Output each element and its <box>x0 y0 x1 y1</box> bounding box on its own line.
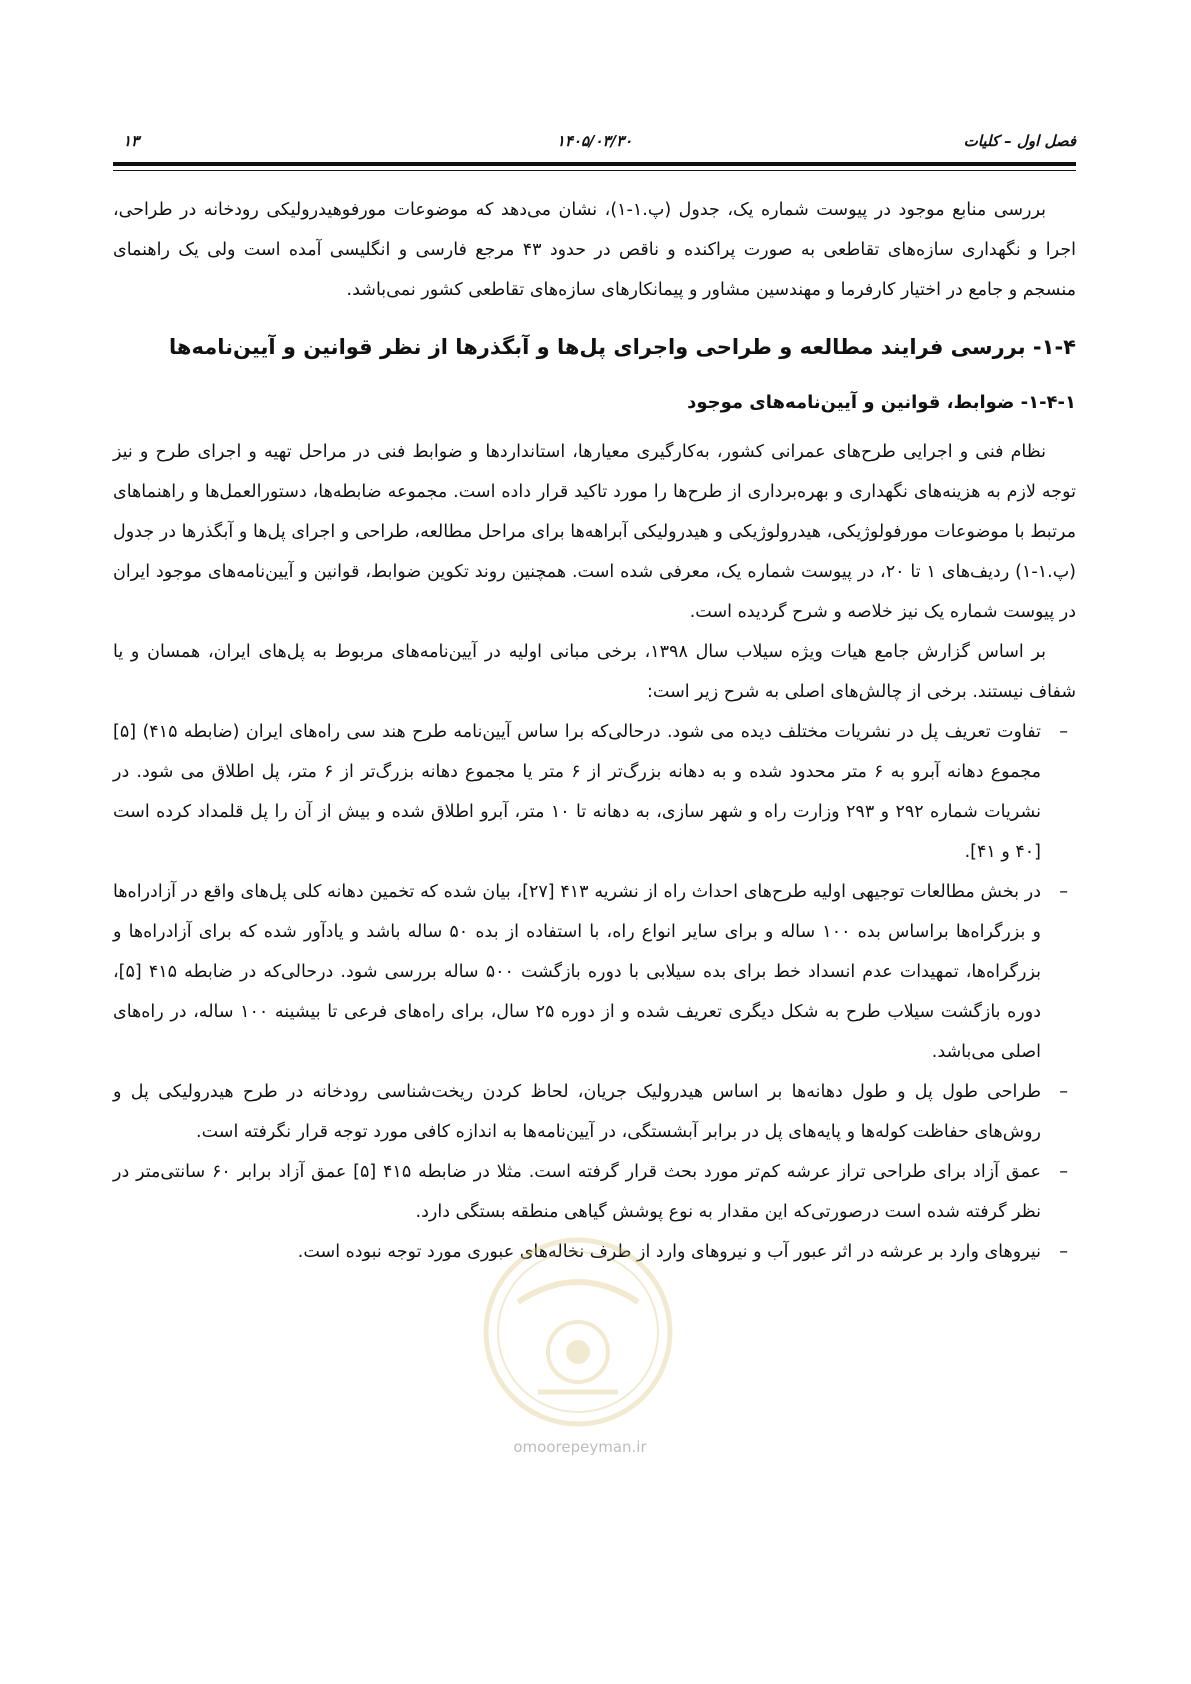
list-item <box>113 1072 1076 1152</box>
list-item <box>113 712 1076 872</box>
list-item-text: طراحی طول پل و طول دهانه‌ها بر اساس هیدرولیک جریان، لحاظ کردن ریخت‌شناسی رودخانه در طرح هیدرولیکی پل و روش‌های حفاظت کوله‌ها و پایه‌های پل در برابر آبشستگی، در آیین‌نامه‌ها به اندازه کافی مورد توجه قرار نگرفته است. <box>113 1082 1041 1142</box>
challenges-list <box>113 712 1076 1272</box>
page-body <box>113 190 1076 1272</box>
list-item-text: در بخش مطالعات توجیهی اولیه طرح‌های احداث راه از نشریه ۴۱۳ [۲۷]، بیان شده که تخمین دهانه کلی پل‌های واقع در آزادراه‌ها و بزرگراه‌ها براساس بده ۱۰۰ ساله و برای سایر انواع راه، با استفاده از بده ۵۰ ساله باشد و یادآور شده که برای آزادراه‌ها و بزرگراه‌ها، تمهیدات عدم انسداد خط برای بده سیلابی با دوره بازگشت ۵۰۰ ساله بررسی شود. درحالی‌که در ضابطه ۴۱۵ [۵]، دوره بازگشت سیلاب طرح به شکل دیگری تعریف شده و از دوره ۲۵ سال، برای راه‌های فرعی تا بیشینه ۱۰۰ ساله، در راه‌های اصلی می‌باشد. <box>113 882 1041 1062</box>
dash-bullet: – <box>1059 882 1068 902</box>
subsection-heading: ۱-۴-۱- ضوابط، قوانین و آیین‌نامه‌های موجود <box>687 392 1076 413</box>
list-item <box>113 872 1076 1072</box>
list-item-text: نیروهای وارد بر عرشه در اثر عبور آب و نیروهای وارد از طرف نخاله‌های عبوری مورد توجه نبوده است. <box>297 1242 1041 1262</box>
list-item-text: تفاوت تعریف پل در نشریات مختلف دیده می شود. درحالی‌که برا ساس آیین‌نامه طرح هند سی راه‌های ایران (ضابطه ۴۱۵) [۵] مجموع دهانه آبرو به ۶ متر محدود شده و به دهانه بزرگ‌تر از ۶ متر یا مجموع دهانه بزرگ‌تر از ۶ متر، پل اطلاق می شود. در نشریات شماره ۲۹۲ و ۲۹۳ وزارت راه و شهر سازی، به دهانه تا ۱۰ متر، آبرو اطلاق شده و بیش از آن را پل قلمداد کرده است [۴۰ و ۴۱]. <box>113 722 1041 862</box>
page-header <box>113 132 1076 156</box>
dash-bullet: – <box>1059 1082 1068 1102</box>
intro-paragraph: بررسی منابع موجود در پیوست شماره یک، جدول (پ.۱-۱)، نشان می‌دهد که موضوعات مورفوهیدرولیکی رودخانه در طراحی، اجرا و نگهداری سازه‌های تقاطعی به صورت پراکنده و ناقص در حدود ۴۳ مرجع فارسی و انگلیسی آمده است ولی یک راهنمای منسجم و جامع در اختیار کارفرما و مهندسین مشاور و پیمانکارهای سازه‌های تقاطعی کشور نمی‌باشد. <box>113 200 1076 300</box>
paragraph-regulations: نظام فنی و اجرایی طرح‌های عمرانی کشور، به‌کارگیری معیارها، استانداردها و ضوابط فنی در مراحل تهیه و اجرای طرح و نیز توجه لازم به هزینه‌های نگهداری و بهره‌برداری از طرح‌ها را مورد تاکید قرار داده است. مجموعه ضابطه‌ها، دستورالعمل‌ها و راهنماهای مرتبط با موضوعات مورفولوژیکی، هیدرولوژیکی و هیدرولیکی آبراهه‌ها برای مراحل مطالعه، طراحی و اجرای پل‌ها و آبگذرها در جدول (پ.۱-۱) ردیف‌های ۱ تا ۲۰، در پیوست شماره یک، معرفی شده است. همچنین روند تکوین ضوابط، قوانین و آیین‌نامه‌های موجود ایران در پیوست شماره یک نیز خلاصه و شرح گردیده است. <box>113 442 1076 622</box>
list-item <box>113 1152 1076 1232</box>
section-heading: ۱-۴- بررسی فرایند مطالعه و طراحی واجرای پل‌ها و آبگذرها از نظر قوانین و آیین‌نامه‌ها <box>169 335 1076 359</box>
list-item-text: عمق آزاد برای طراحی تراز عرشه کم‌تر مورد بحث قرار گرفته است. مثلا در ضابطه ۴۱۵ [۵] عمق آزاد برابر ۶۰ سانتی‌متر در نظر گرفته شده است درصورتی‌که این مقدار به نوع پوشش گیاهی منطقه بستگی دارد. <box>113 1162 1041 1222</box>
header-rule-thin <box>113 170 1076 171</box>
dash-bullet: – <box>1059 1242 1068 1262</box>
header-date: ۱۴۰۵/۰۳/۳۰ <box>556 132 633 150</box>
dash-bullet: – <box>1059 722 1068 742</box>
watermark-site: omoorepeyman.ir <box>513 1438 647 1456</box>
page-number: ۱۳ <box>123 132 140 150</box>
paragraph-flood-report: بر اساس گزارش جامع هیات ویژه سیلاب سال ۱۳۹۸، برخی مبانی اولیه در آیین‌نامه‌های مربوط به پل‌های ایران، همسان و یا شفاف نیستند. برخی از چالش‌های اصلی به شرح زیر است: <box>113 642 1076 702</box>
header-rule-thick <box>113 162 1076 166</box>
watermark-logo-icon <box>478 1232 678 1432</box>
chapter-title: فصل اول – کلیات <box>963 132 1076 150</box>
dash-bullet: – <box>1059 1162 1068 1182</box>
